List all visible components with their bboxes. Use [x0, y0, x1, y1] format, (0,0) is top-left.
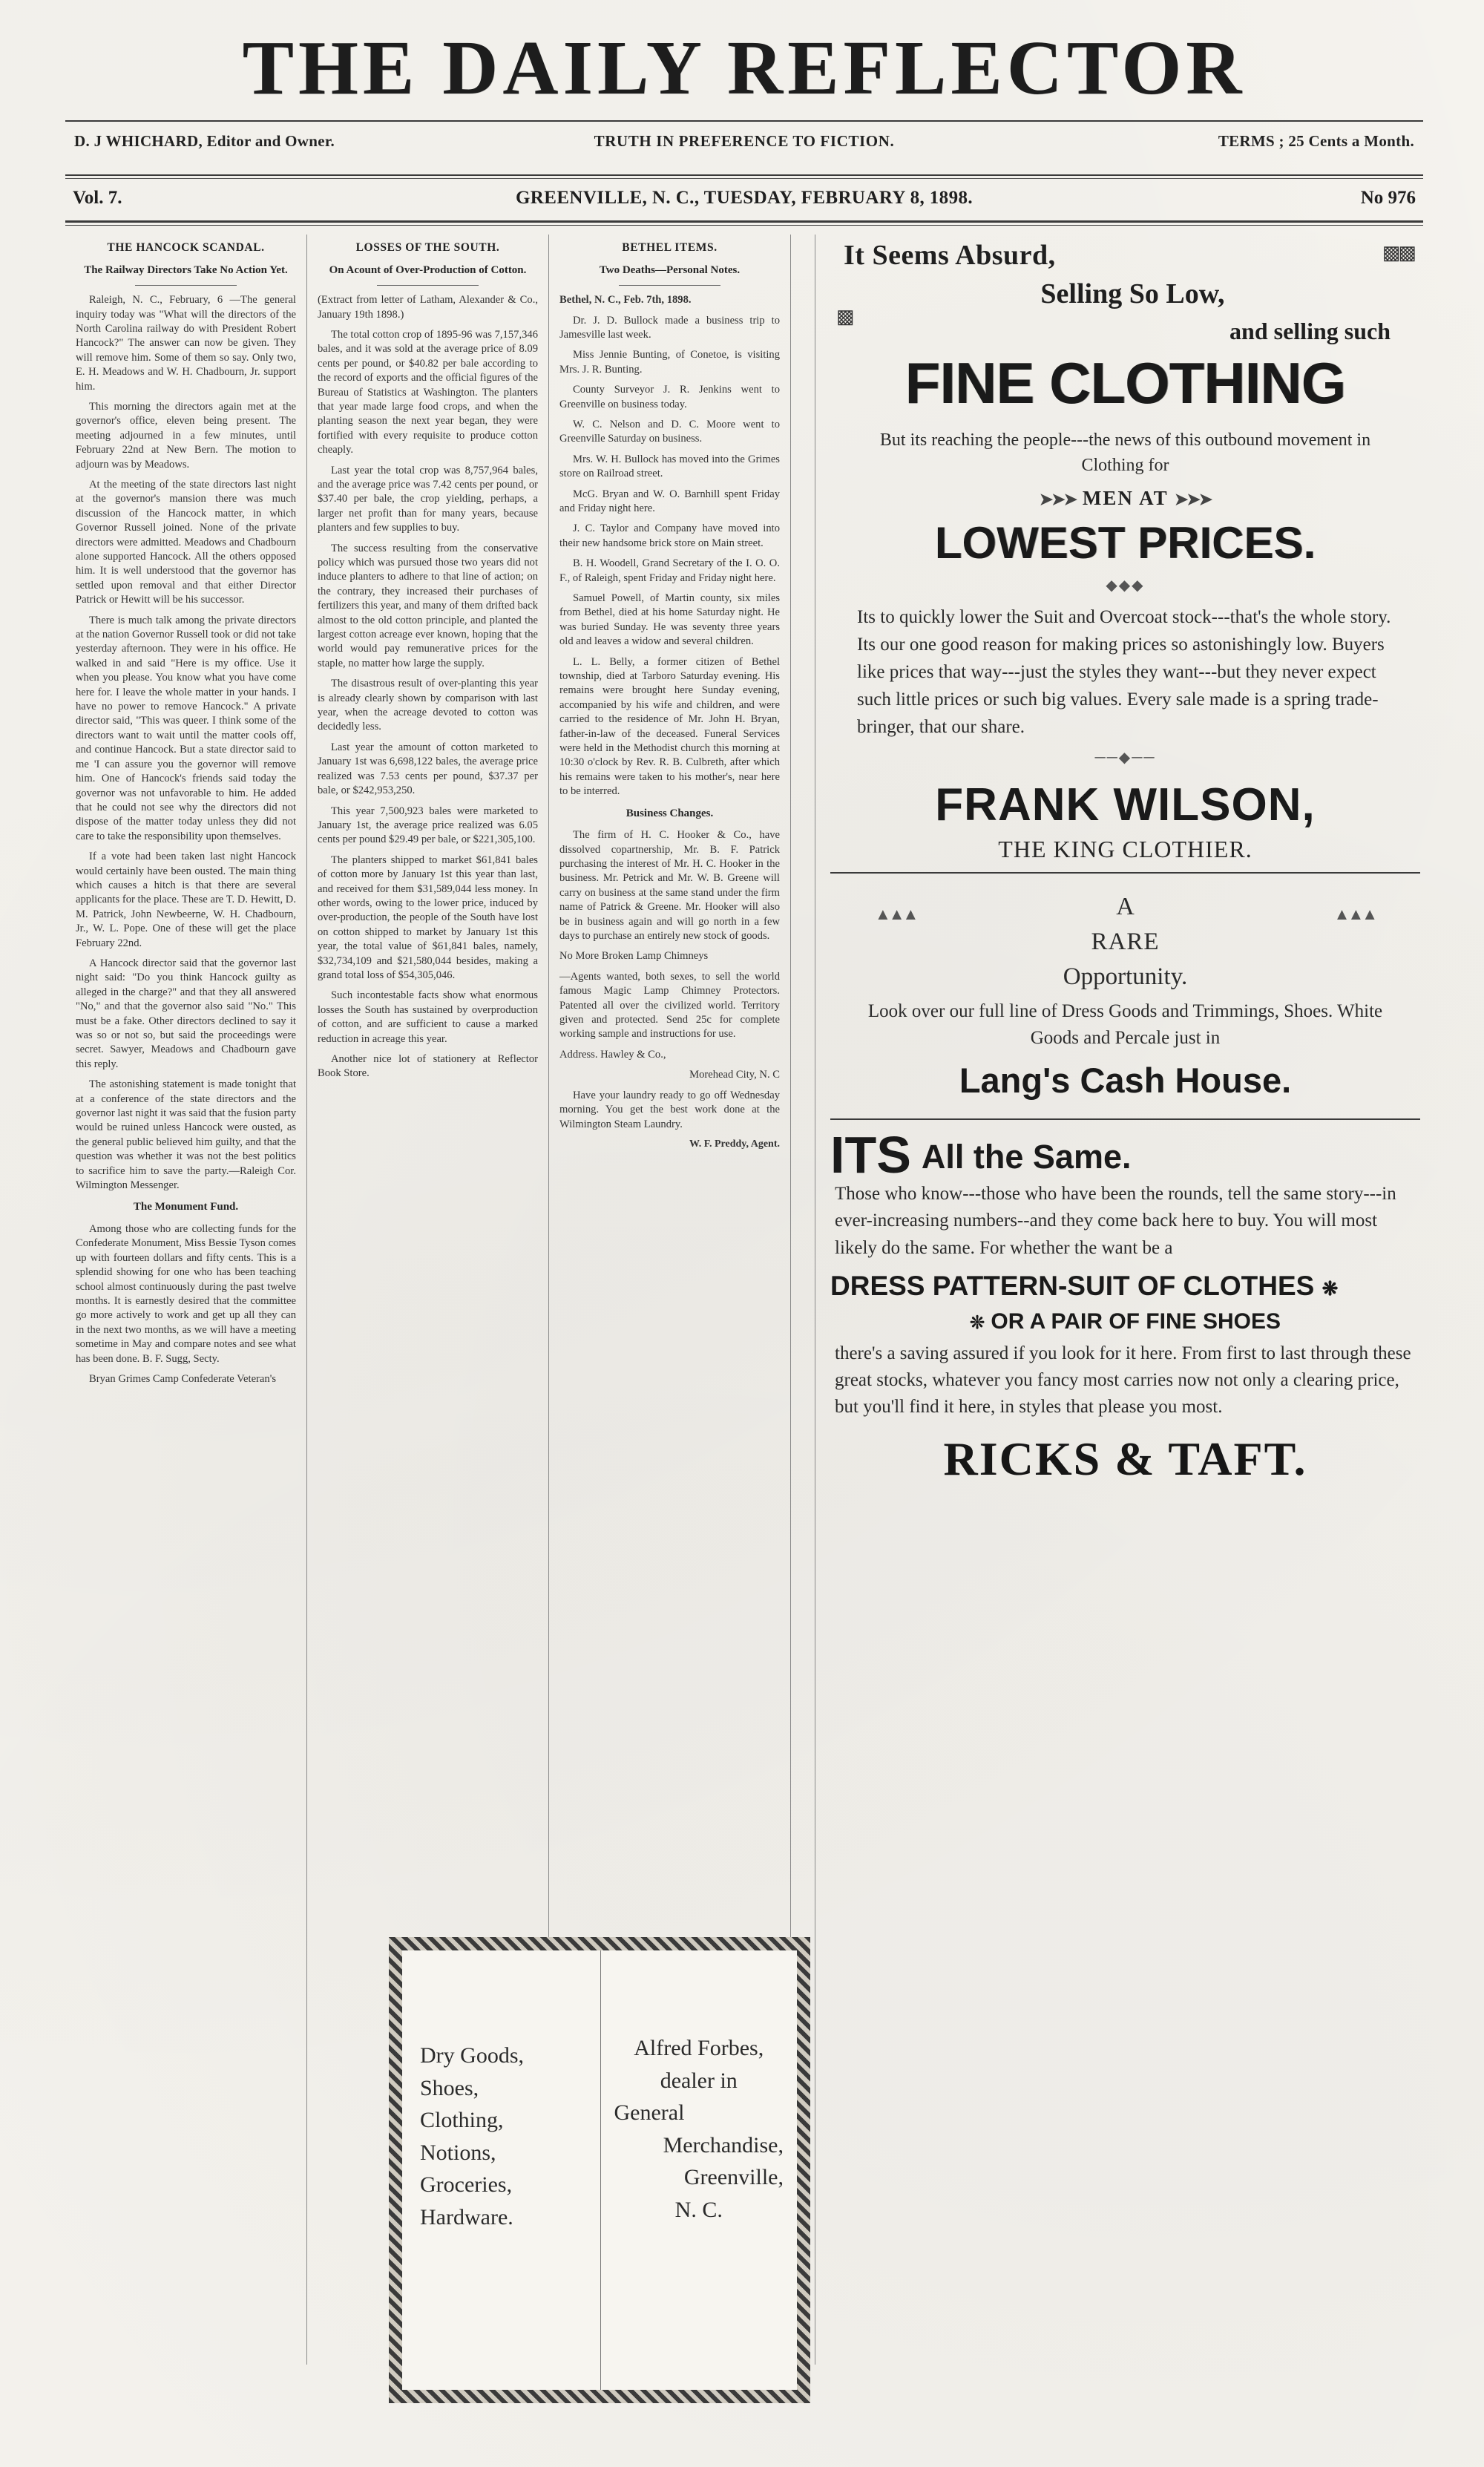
column3-item-0: Dr. J. D. Bullock made a business trip to Jamesville last week. — [559, 314, 780, 341]
ornament-icon-top-right: ▩▩ — [1382, 242, 1414, 263]
ornament-triangle-left-icon: ▲▲▲ — [875, 905, 917, 924]
ad-absurd-body: Its to quickly lower the Suit and Overcoat stock---that's the whole story. Its our one good reason for making prices so astonishingly low. Buyers like prices that way---just the styles they want---but they never expect such little prices or such big values. Every sale made is a spring trade-bringer, that our share. — [857, 607, 1391, 738]
ad-dress-pattern-headline — [830, 1271, 1420, 1302]
ad-same-body-2: there's a saving assured if you look for it here. From first to last through these great stocks, whatever you fancy most carries now not only a clearing price, but you'll find it here, in styles that please you most. — [835, 1343, 1411, 1418]
boxed-ads-container — [377, 1925, 822, 2415]
column3-item-1: Miss Jennie Bunting, of Conetoe, is visiting Mrs. J. R. Bunting. — [559, 349, 780, 376]
ad-its-all-same-row — [830, 1125, 1420, 1184]
column1-para-2: At the meeting of the state directors last night at the governor's mansion there was much discussion of the Hancock matter, in which Governor Russell joined. None of the private directors were admitted. Meadows and Chadbourn alone supported Hancock. All the others opposed him. It is well understood that the governor has settled upon removal and that either Director Patrick or Hewitt will be his successor. — [76, 478, 296, 606]
column3-business-para-0: The firm of H. C. Hooker & Co., have dissolved copartnership, Mr. B. F. Patrick purchasing the interest of Mr. H. C. Hooker in the business. Mr. Petrick and Mr. W. B. Greene will carry on business at the same stand under the firm name of Patrick & Greene. Mr. Hooker will also be in business again and will go north in a few days to purchase an entirely new stock of goods. — [559, 829, 780, 943]
ad-king-clothier-tagline: THE KING CLOTHIER. — [998, 836, 1252, 863]
column1-para-4: If a vote had been taken last night Hancock would certainly have been ousted. The main thing which causes a hitch is that there are several applicants for the place. These are T. D. Hewitt, D. M. Patrick, John Newbeerne, W. H. Chadbourn, Jr., W. L. Pope. One of these will get the place February 22nd. — [76, 851, 296, 949]
ad-fine-clothing-headline: FINE CLOTHING — [904, 350, 1346, 416]
ad-goods-line1: Dry Goods, — [420, 2043, 524, 2068]
ad-forbes-dealer: dealer in — [660, 2068, 738, 2093]
column3-lamp-city: Morehead City, N. C — [689, 1069, 780, 1081]
column2-source-note: (Extract from letter of Latham, Alexander & Co., January 19th 1898.) — [318, 294, 538, 321]
ornament-triangle-right-icon: ▲▲▲ — [1333, 905, 1376, 924]
ornament-icon-left: ▩ — [836, 306, 853, 327]
paper-inner — [65, 25, 1423, 2437]
column2-para-4: Last year the amount of cotton marketed to January 1st was 6,698,122 bales, the average price realized was 7.53 cents per pound, $37.37 per bale, or $242,953,250. — [318, 741, 538, 797]
column-hancock-scandal — [65, 235, 307, 2365]
column1-monument-para-1: Bryan Grimes Camp Confederate Veteran's — [89, 1373, 276, 1386]
ornament-flourish-left-icon: ❊ — [969, 1312, 985, 1333]
ad-rare-letter-a: A — [1116, 893, 1135, 921]
column1-subhead-2: The Monument Fund. — [133, 1201, 239, 1213]
column2-subhead-rule — [377, 285, 479, 286]
masthead-divider-2 — [65, 174, 1423, 176]
ad-its-word: ITS — [830, 1125, 911, 1184]
terms-line: TERMS ; 25 Cents a Month. — [1218, 132, 1414, 150]
ad-men-at-text: MEN AT — [1082, 487, 1169, 510]
ad-ricks-taft-store-name: RICKS & TAFT. — [943, 1432, 1307, 1485]
ad-goods-line4: Notions, — [420, 2140, 496, 2165]
column3-headline: BETHEL ITEMS. — [622, 241, 718, 254]
column3-laundry-para: Have your laundry ready to go off Wednesday morning. You get the best work done at the Wilmington Steam Laundry. — [559, 1089, 780, 1130]
ad-goods-line2: Shoes, — [420, 2075, 479, 2100]
masthead-bottom-rule — [65, 220, 1423, 226]
column1-para-5: A Hancock director said that the governor last night said: "Do you think Hancock guilty as alleged in the charge?" and that they all answered "No," and that the governor also said "No." This must be a fake. Other directors declined to say it was so or not so, but said the proceedings were secret. Sawyer, Meadows and Chadbourn gave this reply. — [76, 957, 296, 1070]
ad-goods-line6: Hardware. — [420, 2204, 513, 2230]
ad-forbes-state: N. C. — [674, 2197, 723, 2222]
ad-forbes-name: Alfred Forbes, — [634, 2036, 764, 2060]
editor-line: D. J WHICHARD, Editor and Owner. — [74, 132, 335, 150]
column3-item-7: B. H. Woodell, Grand Secretary of the I. O. O. F., of Raleigh, spent Friday and Friday night here. — [559, 557, 780, 584]
ornament-divider-1: ◆◆◆ — [1106, 577, 1145, 594]
column3-subhead-rule — [619, 285, 720, 286]
column3-item-3: W. C. Nelson and D. C. Moore went to Greenville Saturday on business. — [559, 418, 780, 445]
column2-subhead: On Acount of Over-Production of Cotton. — [329, 263, 527, 276]
ad-forbes-general: General — [614, 2100, 685, 2125]
column1-para-1: This morning the directors again met at the governor's office, eleven being present. The meeting adjourned in a few minutes, until February 22nd at New Bern. The motion to adjourn was by Meadows. — [76, 400, 296, 471]
column1-headline: THE HANCOCK SCANDAL. — [107, 241, 265, 254]
column3-item-2: County Surveyor J. R. Jenkins went to Greenville on business today. — [559, 384, 780, 410]
motto-line: TRUTH IN PREFERENCE TO FICTION. — [594, 132, 895, 150]
ad-all-the-same-word: All the Same. — [921, 1137, 1132, 1176]
ad-or-pair-text: OR A PAIR OF FINE SHOES — [991, 1308, 1281, 1334]
boxed-ads-frame — [389, 1937, 810, 2403]
column3-item-9: L. L. Belly, a former citizen of Bethel township, died at Tarboro Saturday evening. His remains were brought here Sunday evening, accompanied by his wife and children, and were carried to the residence of Mr. John H. Bryan, father-in-law of the deceased. Funeral Services were held in the Methodist church this morning at 10:30 o'clock by Rev. R. B. Culbreth, after which his remains were taken to his mother's, near here to be interred. — [559, 655, 780, 798]
ornament-flourish-icon: ❋ — [1322, 1277, 1339, 1300]
ad-absurd-subtext: But its reaching the people---the news of this outbound movement in Clothing for — [879, 430, 1371, 476]
column2-para-3: The disastrous result of over-planting this year is already clearly shown by comparison with last year, when the acreage devoted to cotton was decidedly less. — [318, 678, 538, 733]
ad-absurd-line3: and selling such — [1229, 318, 1391, 344]
column3-subhead-2: Business Changes. — [626, 807, 714, 819]
ad-or-pair-headline — [830, 1309, 1420, 1334]
column3-item-5: McG. Bryan and W. O. Barnhill spent Friday and Friday night here. — [559, 488, 780, 514]
ornament-divider-2: ──◆── — [1094, 750, 1156, 767]
ad-lowest-prices-headline: LOWEST PRICES. — [934, 518, 1316, 569]
column2-para-2: The success resulting from the conservative policy which was pursued those two years did not induce planters to adhere to that line of action; on the contrary, they increased their purchases of fertilizers this year, and many of them drifted back almost to the old cotton principle, and planted the largest cotton acreage ever known, hoping that the world would pay remunerative prices for the staple, no matter how large the supply. — [318, 542, 538, 669]
ad-goods-line3: Clothing, — [420, 2108, 504, 2132]
advertising-column — [815, 235, 1423, 2365]
column2-para-1: Last year the total crop was 8,757,964 bales, and the average price was 7.42 cents per pound, or $37.40 per bale, the crop yielding, perhaps, a larger net profit than for many years, because planters and few supplies to buy. — [318, 464, 538, 534]
ad-opportunity-word: Opportunity. — [1063, 963, 1188, 991]
column1-monument-para-0: Among those who are collecting funds for the Confederate Monument, Miss Bessie Tyson comes up with fourteen dollars and fifty cents. This is a splendid showing for one who has been teaching school almost continuously during the past twelve months. It is earnestly desired that the committee go more actively to work and get up all they can in the next two months, as we will have a meeting sometime in May and compare notes and see what has been done. B. F. Sugg, Secty. — [76, 1222, 296, 1365]
column2-para-8: Another nice lot of stationery at Reflector Book Store. — [318, 1053, 538, 1080]
column2-para-7: Such incontestable facts show what enormous losses the South has sustained by overproduction of cotton, and are sufficient to cause a marked reduction in acreage this year. — [318, 989, 538, 1045]
column3-lamp-address: Address. Hawley & Co., — [559, 1048, 666, 1061]
column2-para-6: The planters shipped to market $61,841 bales of cotton more by January 1st this year than last, and received for them $31,589,044 less money. In other words, owing to the lower price, induced by over-production, the people of the South have lost on cotton shipped to market by January 1st this year, the total value of $61,841 bales, namely, $32,734,109 and $21,580,044 besides, making a grand total loss of $54,305,046. — [318, 854, 538, 981]
place-date-label: GREENVILLE, N. C., TUESDAY, FEBRUARY 8, 1898. — [515, 188, 974, 208]
column3-item-6: J. C. Taylor and Company have moved into their new handsome brick store on Main street. — [559, 522, 780, 549]
ad-men-at-label — [830, 487, 1420, 510]
ad-langs-store-name: Lang's Cash House. — [959, 1060, 1292, 1100]
column1-para-3: There is much talk among the private directors at the nation Governor Russell took or did not take yesterday afternoon. They were in his office. He walked in and said "Here is my office. Use it when you please. You know what you have come here for. I leave the whole matter in your hands. I have no power to remove Hancock." A private director said, "This was queer. I think some of the directors want to wait until the matter cools off, and continue Hancock. But a state director said to me 'I can assure you the governor will remove him. One of Hancock's friends said today the governor was not unfavorable to him. He added that he could not see why the directors did not dispose of the matter today unless they did not care to take the responsibility upon themselves. — [76, 614, 296, 842]
ad-dress-pattern-text: DRESS PATTERN-SUIT OF CLOTHES — [830, 1270, 1315, 1301]
issue-row — [65, 179, 1423, 217]
column3-signature: W. F. Preddy, Agent. — [689, 1138, 780, 1150]
column3-subhead: Two Deaths—Personal Notes. — [599, 263, 741, 276]
masthead-info-row — [65, 122, 1423, 161]
column2-para-0: The total cotton crop of 1895-96 was 7,157,346 bales, and it was sold at the average price of 8.09 cents per pound, or $40.82 per bale according to the record of exports and the official figures of the Bureau of Statistics at Washington. The planters that year made large food crops, and when the planting season the next year began, they were fortified with every requisite to produce cotton cheaply. — [318, 328, 538, 456]
ornament-right-icon: ➤➤➤ — [1174, 490, 1212, 509]
ad-goods-list[interactable] — [402, 1950, 600, 2390]
column3-item-8: Samuel Powell, of Martin county, six miles from Bethel, died at his home Saturday night. He was buried Sunday. He was seventy three years old and leaves a widow and several children. — [559, 592, 780, 648]
ad-goods-line5: Groceries, — [420, 2172, 513, 2197]
newspaper-title: THE DAILY REFLECTOR — [242, 25, 1247, 111]
ad-frank-wilson-signature: FRANK WILSON, — [935, 779, 1316, 831]
ad-ricks-and-taft[interactable] — [830, 1125, 1420, 1487]
column2-headline: LOSSES OF THE SOUTH. — [355, 241, 500, 254]
column1-subhead: The Railway Directors Take No Action Yet. — [84, 263, 288, 276]
ornament-left-icon: ➤➤➤ — [1039, 490, 1077, 509]
column2-para-5: This year 7,500,923 bales were marketed to January 1st, the average price realized was 6.05 cents per pound $29.49 per bale, or $221,305,100. — [318, 805, 538, 846]
column3-item-4: Mrs. W. H. Bullock has moved into the Grimes store on Railroad street. — [559, 453, 780, 480]
ad-divider-1 — [830, 872, 1420, 874]
ad-forbes-city: Greenville, — [683, 2165, 784, 2189]
ad-absurd-line1: It Seems Absurd, — [844, 240, 1056, 271]
column1-para-6: The astonishing statement is made tonight that at a conference of the state directors and the governor last night it was said that the fusion party would be ruined unless Hancock were ousted, as the general public believed him guilty, and that the question was whether it was not the best politics to sacrifice him to save the party.—Raleigh Cor. Wilmington Messenger. — [76, 1078, 296, 1192]
masthead — [65, 25, 1423, 226]
ad-forbes-merchandise: Merchandise, — [663, 2132, 784, 2158]
ad-frank-wilson[interactable] — [830, 239, 1420, 863]
ad-absurd-line2: Selling So Low, — [1040, 278, 1225, 309]
column1-subhead-rule — [135, 285, 237, 286]
column3-lamp-headline: No More Broken Lamp Chimneys — [559, 950, 709, 963]
column1-para-0: Raleigh, N. C., February, 6 —The general inquiry today was "What will the directors of the North Carolina railway do with President Robert Hancock?" The answer can now be given. They will remove him. Some of them so say. Only two, E. H. Meadows and W. H. Chadbourn, Jr. support him. — [76, 294, 296, 393]
ad-alfred-forbes[interactable] — [600, 1950, 798, 2390]
issue-number-label: No 976 — [1360, 188, 1416, 208]
column3-lamp-para: —Agents wanted, both sexes, to sell the world famous Magic Lamp Chimney Protectors. Patented all over the civilized world. Territory given and protected. Send 25c for complete working sample and instructions for use. — [559, 970, 780, 1041]
ad-rare-body: Look over our full line of Dress Goods and Trimmings, Shoes. White Goods and Percale just in — [867, 1001, 1383, 1049]
ad-same-body: Those who know---those who have been the rounds, tell the same story---in ever-increasing numbers--and they come back here to buy. You will most likely do the same. For whether the want be a — [835, 1184, 1396, 1258]
ad-langs-cash-house[interactable] — [830, 884, 1420, 1110]
ad-divider-2 — [830, 1118, 1420, 1120]
column3-dateline: Bethel, N. C., Feb. 7th, 1898. — [559, 294, 692, 307]
ad-rare-word: RARE — [1091, 928, 1160, 956]
volume-label: Vol. 7. — [73, 188, 122, 208]
